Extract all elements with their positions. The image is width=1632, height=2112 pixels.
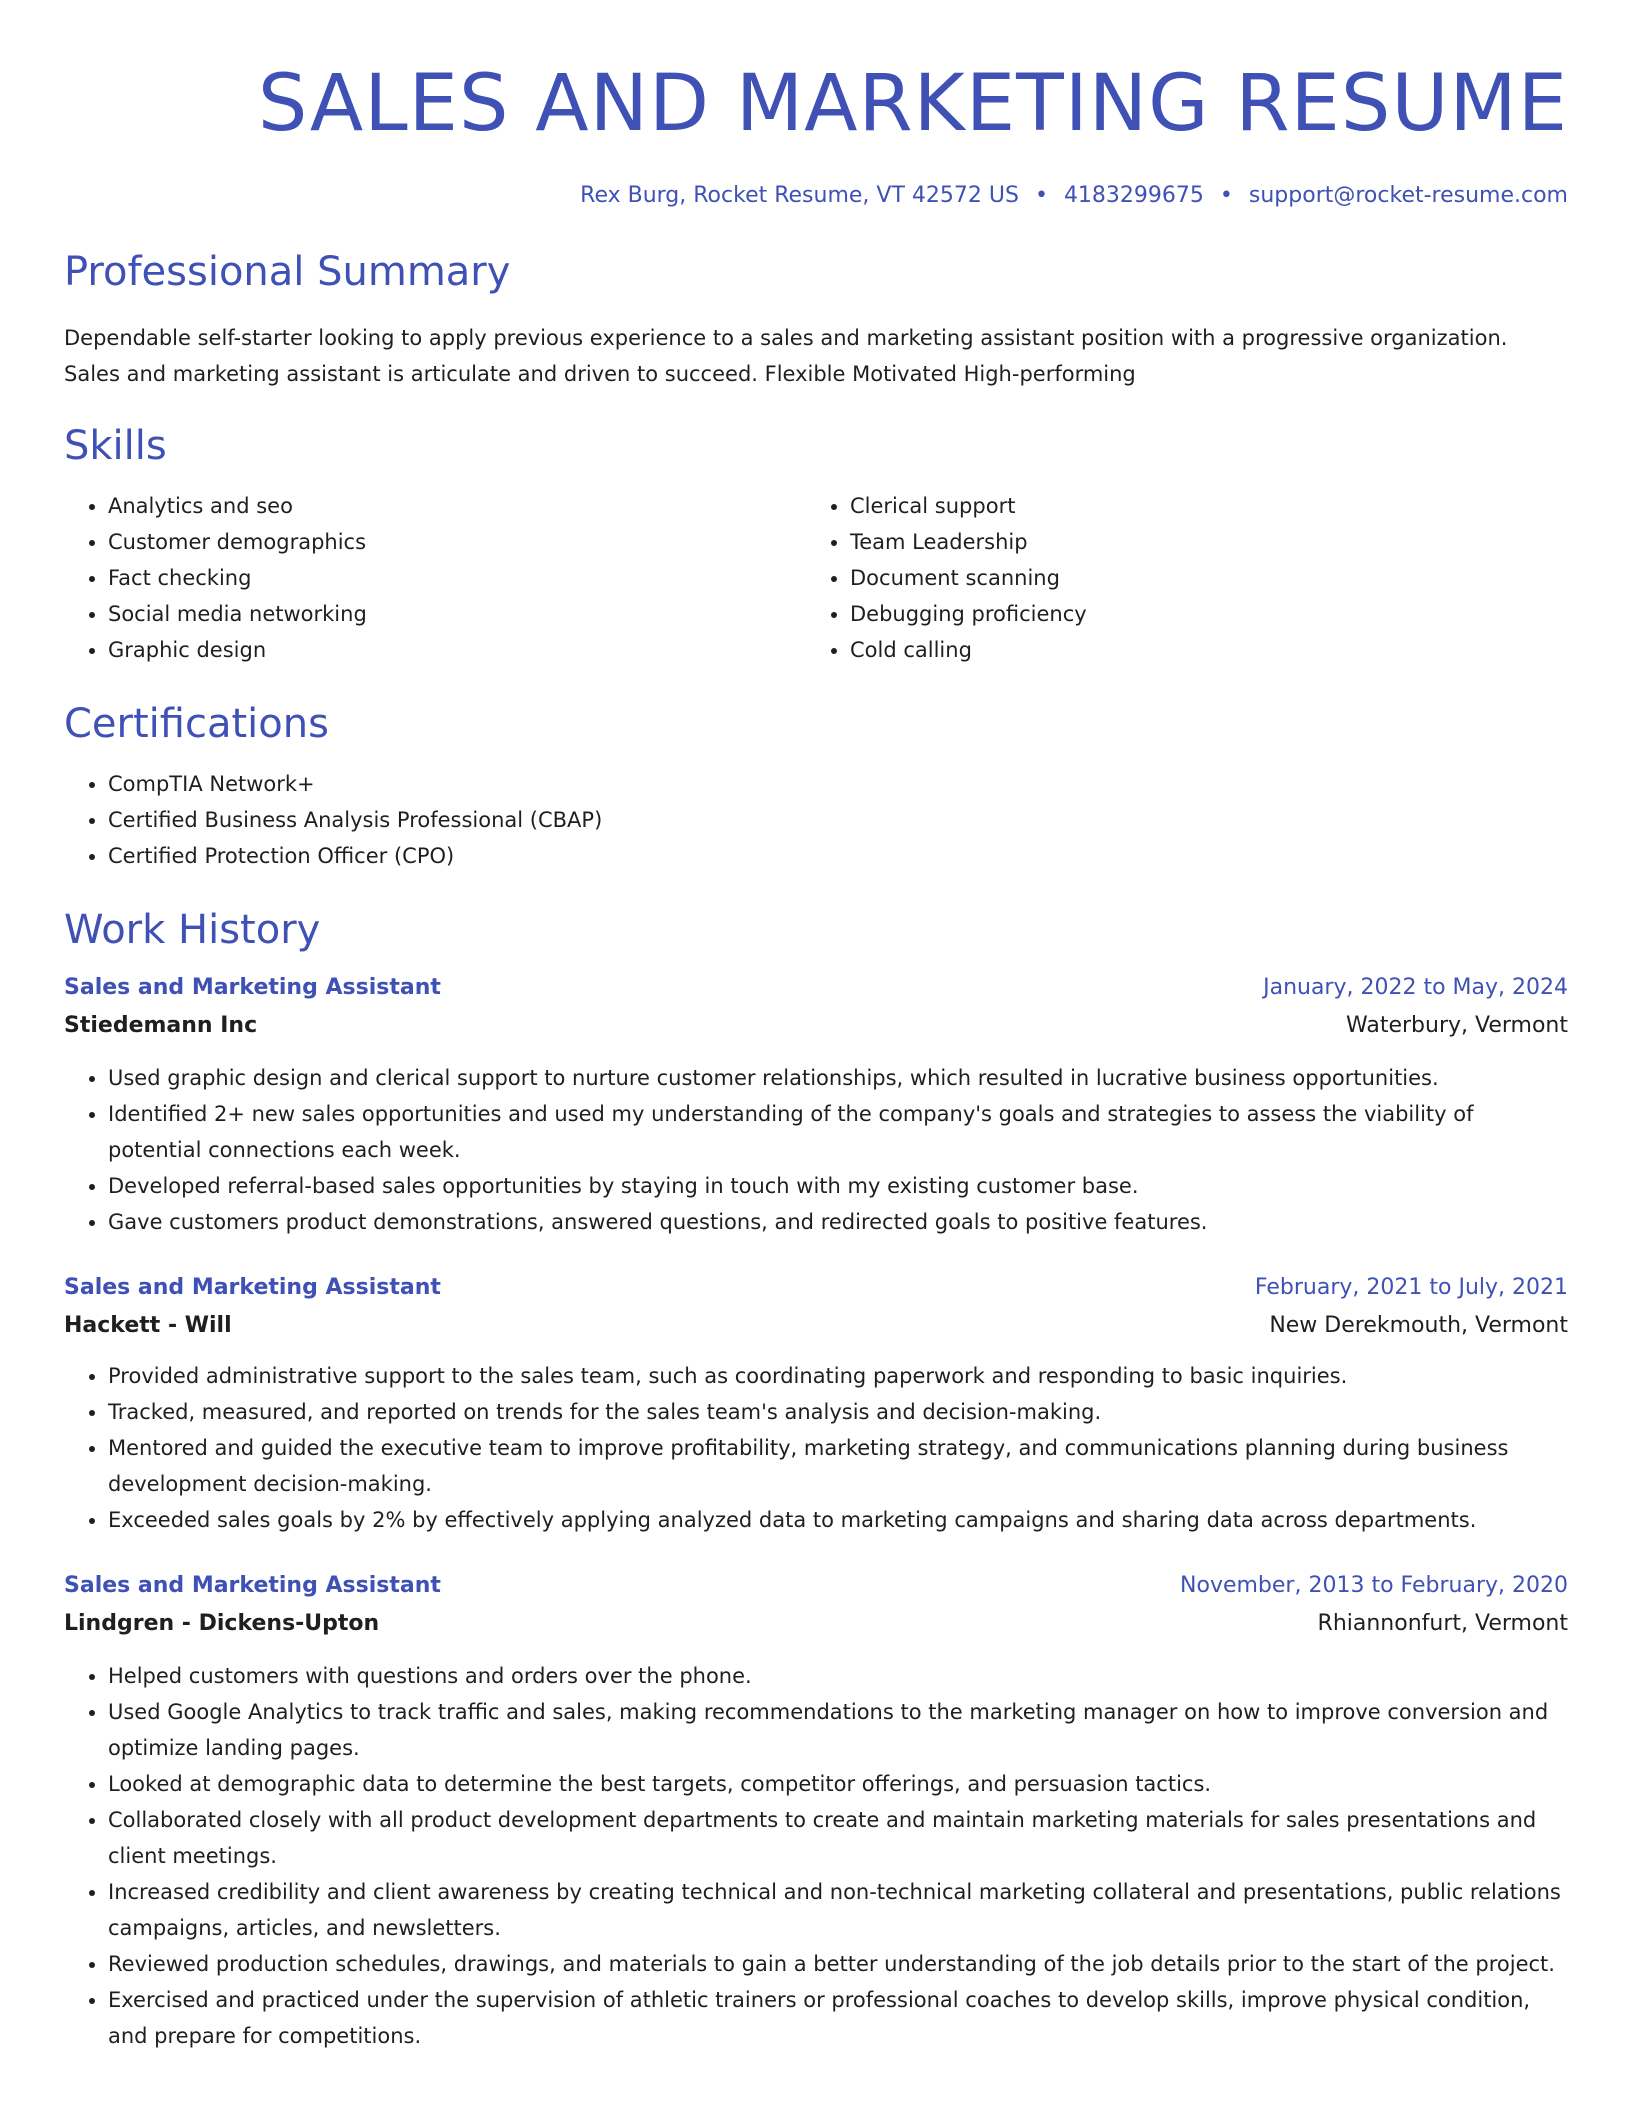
job-bullets xyxy=(64,1358,1568,1538)
summary-text: Dependable self-starter looking to apply previous experience to a sales and marketing assistant position with a progressive organization. Sales and marketing assistant is articulate and driven to succeed. Flexible Motivated High-performing xyxy=(64,326,1508,386)
section-heading-work-history: Work History xyxy=(64,907,321,953)
section-heading-summary: Professional Summary xyxy=(64,249,511,295)
certification-item: • Certified Business Analysis Professional (CBAP) xyxy=(108,802,1568,838)
job-title: Sales and Marketing Assistant xyxy=(64,1275,441,1300)
skill-item: • Fact checking xyxy=(108,560,806,596)
certifications-section xyxy=(64,698,1568,874)
section-heading-certifications: Certifications xyxy=(64,701,329,747)
skills-column-left xyxy=(64,488,806,668)
job-bullet: • Reviewed production schedules, drawings, and materials to gain a better understanding of the job details prior to the start of the project. xyxy=(108,1946,1568,1982)
job-bullet: • Looked at demographic data to determine the best targets, competitor offerings, and persuasion tactics. xyxy=(108,1766,1568,1802)
job-company-row xyxy=(64,1008,1568,1044)
skill-item: • Document scanning xyxy=(850,560,1548,596)
certifications-list xyxy=(64,766,1568,874)
certification-item: • CompTIA Network+ xyxy=(108,766,1568,802)
skill-item: • Customer demographics xyxy=(108,524,806,560)
job-bullet: • Gave customers product demonstrations, answered questions, and redirected goals to positive features. xyxy=(108,1204,1568,1240)
skill-item: • Cold calling xyxy=(850,632,1548,668)
job-entry xyxy=(64,1568,1568,2054)
contact-separator: • xyxy=(1034,183,1048,208)
job-entry xyxy=(64,970,1568,1240)
job-title-row xyxy=(64,1568,1568,1604)
job-bullet: • Increased credibility and client awareness by creating technical and non-technical marketing collateral and presentations, public relations campaigns, articles, and newsletters. xyxy=(108,1874,1568,1946)
skill-item: • Debugging proficiency xyxy=(850,596,1548,632)
job-company: Hackett - Will xyxy=(64,1313,232,1338)
job-company: Lindgren - Dickens-Upton xyxy=(64,1611,380,1636)
skill-item: • Clerical support xyxy=(850,488,1548,524)
contact-line xyxy=(64,182,1568,210)
job-dates: January, 2022 to May, 2024 xyxy=(1263,975,1568,1000)
skills-column-right xyxy=(806,488,1548,668)
job-bullet: • Tracked, measured, and reported on trends for the sales team's analysis and decision-making. xyxy=(108,1394,1568,1430)
skill-item: • Social media networking xyxy=(108,596,806,632)
job-location: New Derekmouth, Vermont xyxy=(1269,1313,1568,1338)
contact-separator: • xyxy=(1219,183,1233,208)
job-bullet: • Identified 2+ new sales opportunities and used my understanding of the company's goals and strategies to assess the viability of potential connections each week. xyxy=(108,1096,1568,1168)
job-bullet: • Used graphic design and clerical support to nurture customer relationships, which resulted in lucrative business opportunities. xyxy=(108,1060,1568,1096)
skills-grid xyxy=(64,488,1568,668)
job-bullet: • Provided administrative support to the sales team, such as coordinating paperwork and responding to basic inquiries. xyxy=(108,1358,1568,1394)
job-title: Sales and Marketing Assistant xyxy=(64,975,441,1000)
skill-item: • Graphic design xyxy=(108,632,806,668)
contact-email[interactable]: support@rocket-resume.com xyxy=(1248,183,1568,208)
job-title-row xyxy=(64,1270,1568,1306)
job-bullet: • Used Google Analytics to track traffic and sales, making recommendations to the marketing manager on how to improve conversion and optimize landing pages. xyxy=(108,1694,1568,1766)
job-bullets xyxy=(64,1060,1568,1240)
work-history-section xyxy=(64,904,1568,2054)
job-title-row xyxy=(64,970,1568,1006)
skill-item: • Team Leadership xyxy=(850,524,1548,560)
job-company: Stiedemann Inc xyxy=(64,1013,258,1038)
job-location: Rhiannonfurt, Vermont xyxy=(1317,1611,1568,1636)
summary-section xyxy=(64,246,1568,392)
job-dates: February, 2021 to July, 2021 xyxy=(1254,1275,1568,1300)
section-heading-skills: Skills xyxy=(64,423,167,469)
job-bullets xyxy=(64,1658,1568,2054)
job-bullet: • Helped customers with questions and orders over the phone. xyxy=(108,1658,1568,1694)
job-title: Sales and Marketing Assistant xyxy=(64,1573,441,1598)
job-company-row xyxy=(64,1606,1568,1642)
job-entry xyxy=(64,1270,1568,1538)
job-bullet: • Mentored and guided the executive team to improve profitability, marketing strategy, and communications planning during business development decision-making. xyxy=(108,1430,1568,1502)
contact-phone: 4183299675 xyxy=(1063,183,1204,208)
contact-address: Rex Burg, Rocket Resume, VT 42572 US xyxy=(580,183,1019,208)
job-bullet: • Exceeded sales goals by 2% by effectively applying analyzed data to marketing campaigns and sharing data across departments. xyxy=(108,1502,1568,1538)
job-company-row xyxy=(64,1308,1568,1344)
job-bullet: • Collaborated closely with all product development departments to create and maintain marketing materials for sales presentations and client meetings. xyxy=(108,1802,1568,1874)
job-location: Waterbury, Vermont xyxy=(1346,1013,1568,1038)
resume-title: SALES AND MARKETING RESUME xyxy=(257,59,1568,149)
job-bullet: • Developed referral-based sales opportunities by staying in touch with my existing customer base. xyxy=(108,1168,1568,1204)
certification-item: • Certified Protection Officer (CPO) xyxy=(108,838,1568,874)
job-bullet: • Exercised and practiced under the supervision of athletic trainers or professional coaches to develop skills, improve physical condition, and prepare for competitions. xyxy=(108,1982,1568,2054)
skills-section xyxy=(64,420,1568,668)
skill-item: • Analytics and seo xyxy=(108,488,806,524)
job-dates: November, 2013 to February, 2020 xyxy=(1180,1573,1568,1598)
